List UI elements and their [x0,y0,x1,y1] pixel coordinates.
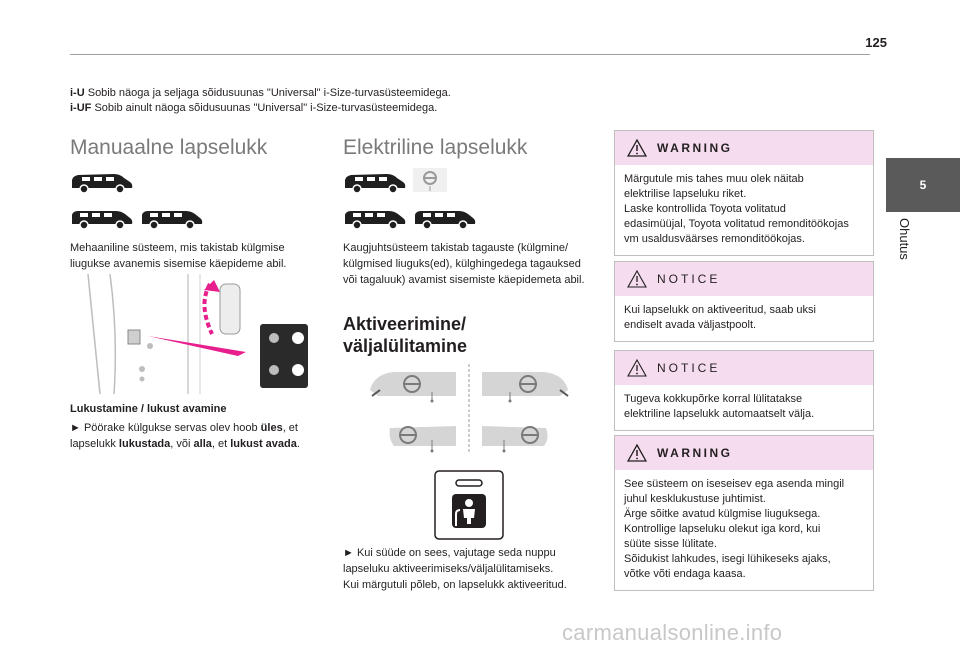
chapter-title: Ohutus [897,218,912,260]
warning-2-line: See süsteem on iseseisev ega asenda mingil [624,478,845,490]
notice-1-line: Kui lapselukk on aktiveeritud, saab uksi [624,304,816,316]
notice-header-2 [615,351,873,385]
dashboard-button-locations [364,362,574,456]
warning-2-line: juhul kesklukustuse juhtimist. [624,493,766,505]
top-rule [70,54,870,55]
warning-2-line: süüte sisse lülitate. [624,538,717,550]
chapter-tab[interactable]: 5 [886,158,960,212]
warning-icon [627,270,647,288]
page-number: 125 [865,35,887,50]
notice-box-2 [614,350,874,431]
warning-2-line: Sõidukist lahkudes, isegi lühikeseks ajaks, [624,553,831,565]
intro-text [70,86,590,116]
warning-1-line: Laske kontrollida Toyota volitatud [624,203,786,215]
warning-box-2 [614,435,874,591]
electric-step: ► Kui süüde on sees, vajutage seda nuppu lapseluku aktiveerimiseks/väljalülitamiseks. Kui märgutuli põleb, on lapselukk aktiveeritud. [343,547,567,591]
manual-heading: Manuaalne lapselukk [70,136,268,159]
notice-1-line: endiselt avada väljastpoolt. [624,319,757,331]
warning-2-line: Ärge sõitke avatud külgmise liuguksega. [624,508,821,520]
manual-subheading: Lukustamine / lukust avamine [70,403,227,415]
door-lever-illustration [70,274,310,394]
notice-title-1: NOTICE [657,272,721,286]
warning-title-1: WARNING [657,141,733,155]
intro-line2: Sobib ainult näoga sõidusuunas "Universal" i-Size-turvasüsteemidega. [91,102,438,114]
intro-code-iu: i-U [70,87,85,99]
notice-2-line: Tugeva kokkupõrke korral lülitatakse [624,393,803,405]
manual-step: ► Pöörake külgukse servas olev hoob üles, et lapselukk lukustada, või alla, et lukust avada. [70,422,300,450]
warning-2-line: võtke võti endaga kaasa. [624,568,746,580]
electric-heading: Elektriline lapselukk [343,136,528,159]
electric-description: Kaugjuhtsüsteem takistab tagauste (külgmine/ külgmised liuguks(ed), külghingedega tagauksed või tagaluuk) avamist sisemiste käepidemeta abil. [343,242,585,286]
warning-header-2 [615,436,873,470]
notice-header-1 [615,262,873,296]
van-icon-2 [70,206,134,230]
intro-code-iuf: i-UF [70,102,92,114]
warning-icon [627,444,647,462]
notice-title-2: NOTICE [657,361,721,375]
notice-box-1 [614,261,874,342]
warning-header-1 [615,131,873,165]
warning-title-2: WARNING [657,446,733,460]
warning-icon [627,139,647,157]
intro-line1: Sobib näoga ja seljaga sõidusuunas "Universal" i-Size-turvasüsteemidega. [84,87,451,99]
warning-1-line: elektrilise lapseluku riket. [624,188,747,200]
warning-2-line: Kontrollige lapseluku olekut iga kord, kui [624,523,821,535]
van-icon-3 [140,206,204,230]
child-lock-button-icon [434,470,504,540]
manual-description: Mehaaniline süsteem, mis takistab külgmise liugukse avanemis sisemise käepideme abil. [70,242,287,270]
notice-2-line: elektriline lapselukk automaatselt välja. [624,408,815,420]
watermark: carmanualsonline.info [562,620,783,645]
warning-1-line: vm usaldusväärses remonditöökojas. [624,233,805,245]
warning-icon [627,359,647,377]
warning-1-line: Märgutule mis tahes muu olek näitab [624,173,804,185]
van-icon-4 [343,170,407,194]
electric-subheading: Aktiveerimine/ väljalülitamine [343,314,468,356]
steering-wheel-icon [413,168,447,192]
van-icon-6 [413,206,477,230]
warning-box-1 [614,130,874,256]
van-icon-1 [70,170,134,194]
warning-1-line: edasimüüjal, Toyota volitatud remonditöökojas [624,218,849,230]
van-icon-5 [343,206,407,230]
